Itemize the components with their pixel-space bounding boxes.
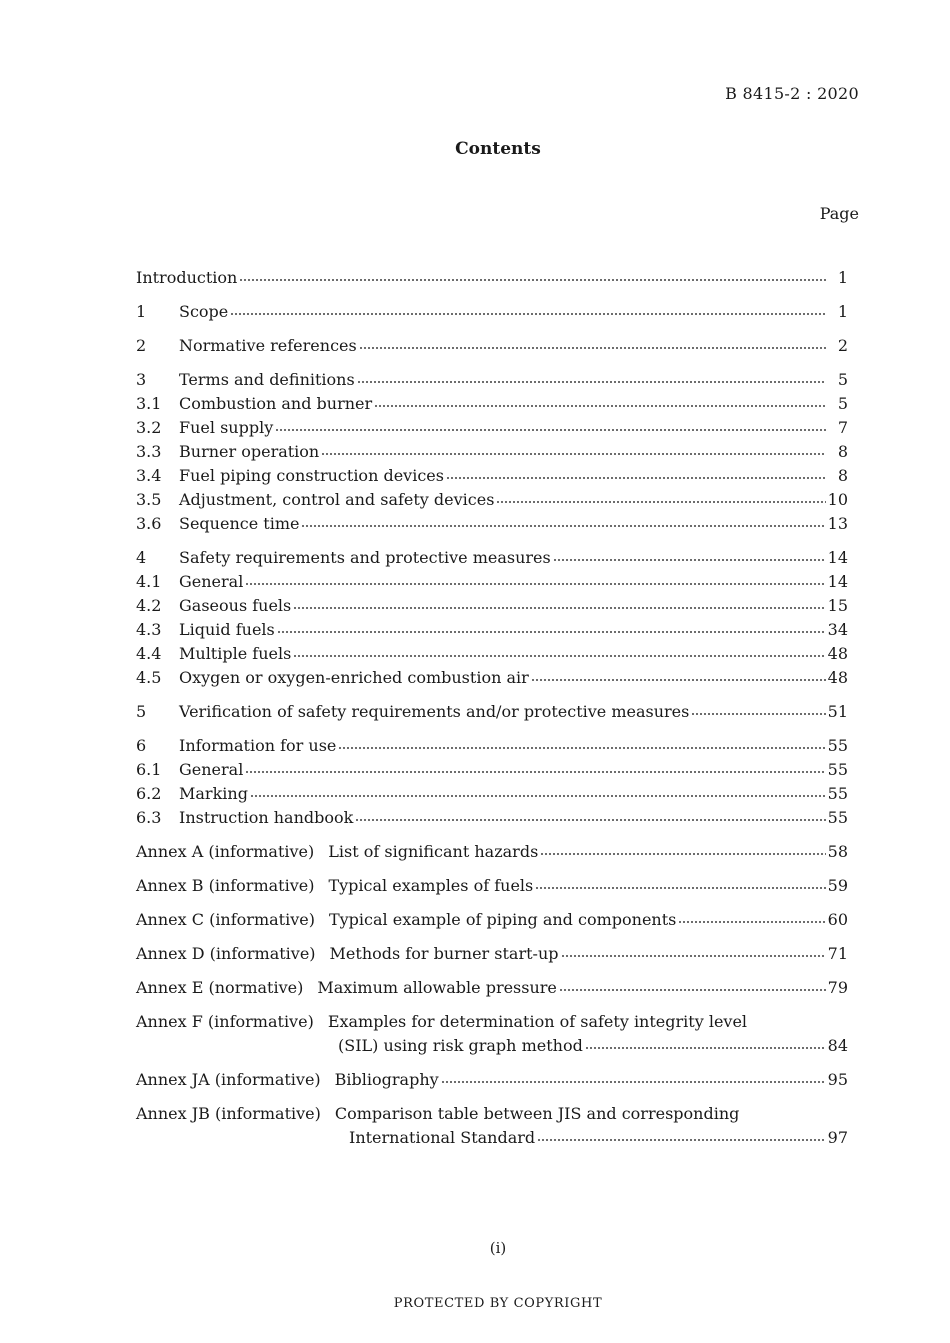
toc-annex-jb[interactable] (136, 1102, 848, 1150)
leader-dots (441, 1069, 826, 1085)
toc-entry-3-6[interactable] (136, 512, 848, 536)
toc-entry-4[interactable] (136, 546, 848, 570)
annex-label: Annex JA (informative) (136, 1070, 321, 1089)
toc-page: 8 (837, 466, 848, 485)
toc-title: Oxygen or oxygen-enriched combustion air (179, 668, 529, 687)
toc-page: 1 (837, 268, 848, 287)
leader-dots (245, 759, 825, 775)
toc-entry-3-1[interactable] (136, 392, 848, 416)
toc-page: 58 (827, 842, 848, 861)
toc-page: 55 (827, 760, 848, 779)
toc-page: 48 (827, 644, 848, 663)
toc-number: 6.1 (136, 760, 162, 779)
toc-page: 95 (827, 1070, 848, 1089)
toc-annex-f[interactable] (136, 1010, 848, 1058)
toc-entry-5[interactable] (136, 700, 848, 724)
toc-title: Typical example of piping and components (328, 910, 677, 929)
contents-title: Contents (455, 139, 541, 159)
leader-dots (230, 301, 826, 317)
toc-entry-6[interactable] (136, 734, 848, 758)
leader-dots (321, 441, 826, 457)
toc-page: 10 (827, 490, 848, 509)
document-code: B 8415-2 : 2020 (725, 84, 859, 103)
leader-dots (553, 547, 826, 563)
toc-number: 3.2 (136, 418, 162, 437)
toc-title: Verification of safety requirements and/or protective measures (179, 702, 690, 721)
leader-dots (585, 1035, 826, 1051)
toc-title: General (179, 760, 244, 779)
annex-label: Annex A (informative) (136, 842, 315, 861)
toc-page: 2 (837, 336, 848, 355)
toc-title: Multiple fuels (179, 644, 292, 663)
toc-page: 60 (827, 910, 848, 929)
leader-dots (293, 643, 825, 659)
toc-number: 4.4 (136, 644, 162, 663)
toc-number: 5 (136, 702, 147, 721)
toc-number: 3.4 (136, 466, 162, 485)
toc-page: 8 (837, 442, 848, 461)
toc-title: Burner operation (179, 442, 320, 461)
toc-title: Marking (179, 784, 248, 803)
toc-title-continued: (SIL) using risk graph method (338, 1036, 583, 1055)
toc-annex-e[interactable] (136, 976, 848, 1000)
annex-label: Annex F (informative) (136, 1012, 314, 1031)
annex-label: Annex B (informative) (136, 876, 315, 895)
leader-dots (293, 595, 825, 611)
toc-page: 5 (837, 394, 848, 413)
table-of-contents (136, 266, 848, 1150)
toc-title: Normative references (179, 336, 357, 355)
toc-title: Safety requirements and protective measures (179, 548, 551, 567)
page-column-label: Page (819, 204, 859, 223)
toc-number: 3.1 (136, 394, 162, 413)
leader-dots (374, 393, 826, 409)
toc-page: 14 (827, 548, 848, 567)
toc-title: Liquid fuels (179, 620, 275, 639)
toc-number: 4 (136, 548, 147, 567)
toc-page: 14 (827, 572, 848, 591)
toc-page: 71 (827, 944, 848, 963)
leader-dots (245, 571, 825, 587)
toc-page: 59 (827, 876, 848, 895)
leader-dots (691, 701, 825, 717)
toc-title-continued: International Standard (349, 1128, 536, 1147)
toc-entry-2[interactable] (136, 334, 848, 358)
toc-page: 97 (827, 1128, 848, 1147)
toc-title: Terms and definitions (179, 370, 355, 389)
toc-number: 3.6 (136, 514, 162, 533)
leader-dots (678, 909, 825, 925)
toc-entry-4-3[interactable] (136, 618, 848, 642)
toc-title: Typical examples of fuels (328, 876, 534, 895)
toc-entry-4-2[interactable] (136, 594, 848, 618)
toc-title: Gaseous fuels (179, 596, 292, 615)
toc-title: General (179, 572, 244, 591)
toc-title: Methods for burner start-up (329, 944, 559, 963)
leader-dots (446, 465, 826, 481)
leader-dots (359, 335, 826, 351)
toc-title: Maximum allowable pressure (317, 978, 557, 997)
toc-title: Introduction (136, 268, 238, 287)
leader-dots (357, 369, 826, 385)
toc-number: 2 (136, 336, 147, 355)
toc-title: Combustion and burner (179, 394, 373, 413)
toc-annex-b[interactable] (136, 874, 848, 898)
toc-number: 1 (136, 302, 147, 321)
annex-label: Annex C (informative) (136, 910, 315, 929)
leader-dots (250, 783, 826, 799)
toc-entry-3-2[interactable] (136, 416, 848, 440)
toc-title: Bibliography (334, 1070, 439, 1089)
toc-title: Examples for determination of safety integrity level (327, 1012, 748, 1031)
toc-number: 6.3 (136, 808, 162, 827)
leader-dots (537, 1127, 825, 1143)
toc-number: 6 (136, 736, 147, 755)
leader-dots (540, 841, 825, 857)
toc-number: 4.3 (136, 620, 162, 639)
toc-page: 55 (827, 736, 848, 755)
toc-number: 4.1 (136, 572, 162, 591)
toc-page: 48 (827, 668, 848, 687)
toc-page: 34 (827, 620, 848, 639)
toc-number: 3.3 (136, 442, 162, 461)
toc-title: Comparison table between JIS and corresponding (334, 1104, 740, 1123)
toc-title: Information for use (179, 736, 337, 755)
toc-page: 15 (827, 596, 848, 615)
leader-dots (277, 619, 826, 635)
toc-entry-6-1[interactable] (136, 758, 848, 782)
toc-page: 55 (827, 808, 848, 827)
toc-title: List of significant hazards (328, 842, 539, 861)
toc-page: 1 (837, 302, 848, 321)
toc-entry-4-1[interactable] (136, 570, 848, 594)
toc-title: Fuel piping construction devices (179, 466, 444, 485)
leader-dots (559, 977, 826, 993)
leader-dots (355, 807, 825, 823)
toc-page: 5 (837, 370, 848, 389)
leader-dots (239, 267, 826, 283)
toc-page: 84 (827, 1036, 848, 1055)
toc-title: Adjustment, control and safety devices (179, 490, 495, 509)
toc-entry-introduction[interactable] (136, 266, 848, 290)
leader-dots (535, 875, 825, 891)
toc-number: 4.5 (136, 668, 162, 687)
toc-entry-3-4[interactable] (136, 464, 848, 488)
toc-entry-3-5[interactable] (136, 488, 848, 512)
annex-label: Annex JB (informative) (136, 1104, 321, 1123)
toc-page: 13 (827, 514, 848, 533)
toc-annex-ja[interactable] (136, 1068, 848, 1092)
toc-page: 79 (827, 978, 848, 997)
copyright-notice: PROTECTED BY COPYRIGHT (393, 1296, 603, 1311)
annex-label: Annex E (normative) (136, 978, 304, 997)
toc-page: 55 (827, 784, 848, 803)
toc-title: Scope (179, 302, 229, 321)
toc-annex-d[interactable] (136, 942, 848, 966)
toc-entry-6-2[interactable] (136, 782, 848, 806)
toc-number: 4.2 (136, 596, 162, 615)
leader-dots (275, 417, 826, 433)
toc-title: Sequence time (179, 514, 300, 533)
toc-entry-1[interactable] (136, 300, 848, 324)
leader-dots (561, 943, 826, 959)
leader-dots (531, 667, 826, 683)
leader-dots (301, 513, 825, 529)
leader-dots (496, 489, 825, 505)
toc-number: 6.2 (136, 784, 162, 803)
toc-entry-6-3[interactable] (136, 806, 848, 830)
annex-label: Annex D (informative) (136, 944, 316, 963)
toc-entry-3-3[interactable] (136, 440, 848, 464)
toc-entry-3[interactable] (136, 368, 848, 392)
toc-annex-c[interactable] (136, 908, 848, 932)
toc-entry-4-4[interactable] (136, 642, 848, 666)
toc-page: 51 (827, 702, 848, 721)
toc-number: 3 (136, 370, 147, 389)
toc-entry-4-5[interactable] (136, 666, 848, 690)
footer-page-number: (i) (489, 1239, 507, 1257)
toc-number: 3.5 (136, 490, 162, 509)
leader-dots (338, 735, 825, 751)
toc-annex-a[interactable] (136, 840, 848, 864)
toc-title: Fuel supply (179, 418, 274, 437)
toc-page: 7 (837, 418, 848, 437)
toc-title: Instruction handbook (179, 808, 354, 827)
